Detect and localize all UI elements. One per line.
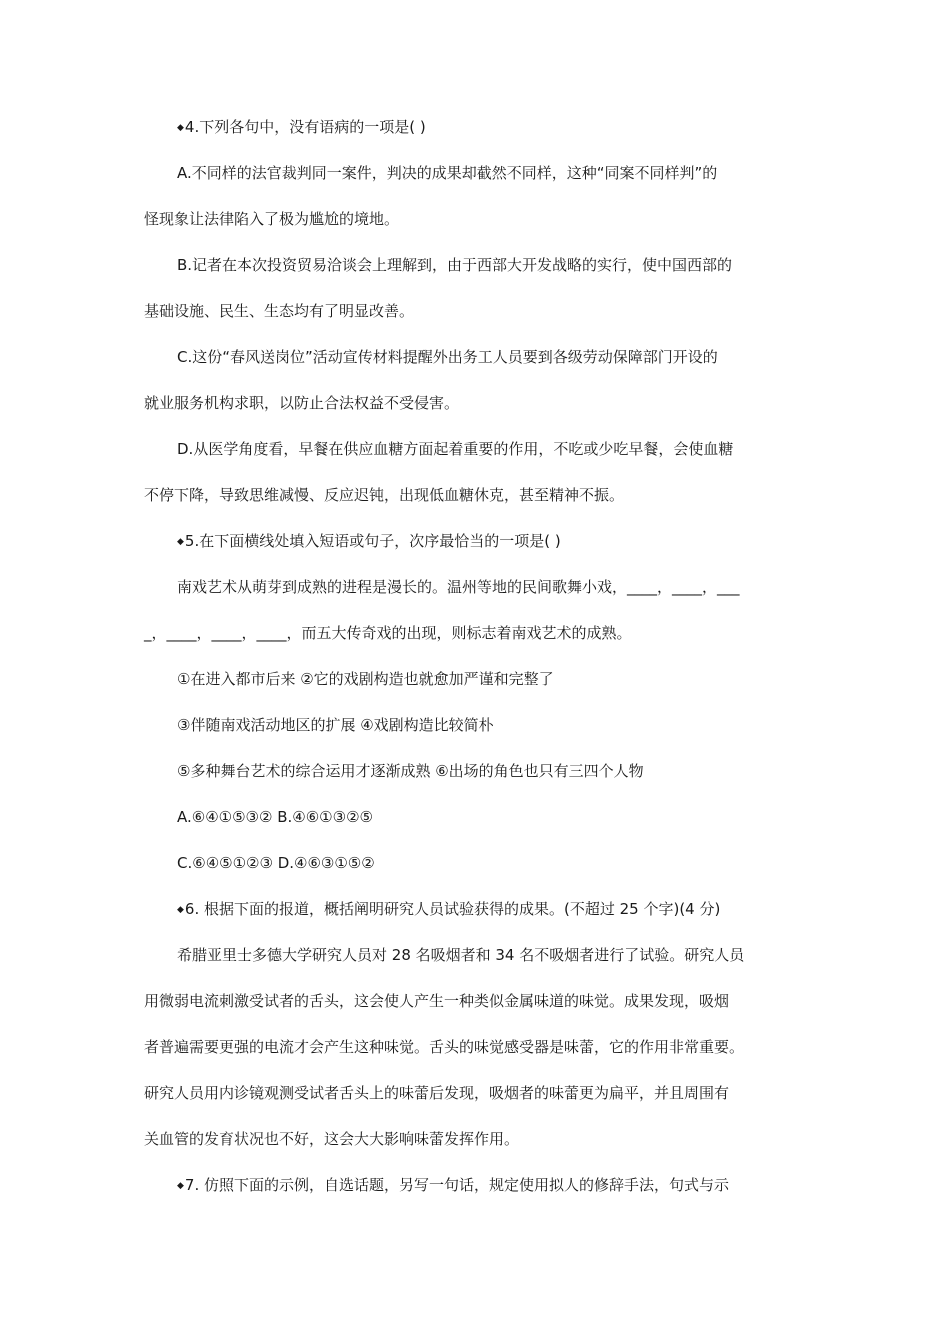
question-4-option-b-line-2: 基础设施、民生、生态均有了明显改善。 [144,302,415,320]
question-6-passage-line-1: 希腊亚里士多德大学研究人员对 28 名吸烟者和 34 名不吸烟者进行了试验。研究人员 [177,946,745,964]
question-5-options-a-b: A.⑥④①⑤③② B.④⑥①③②⑤ [177,808,373,826]
question-4-option-d-line-1: D.从医学角度看，早餐在供应血糖方面起着重要的作用，不吃或少吃早餐，会使血糖 [177,440,734,458]
question-6-passage-line-4: 研究人员用内诊镜观测受试者舌头上的味蕾后发现，吸烟者的味蕾更为扁平，并且周围有 [144,1084,730,1102]
question-4-option-b-line-1: B.记者在本次投资贸易洽谈会上理解到，由于西部大开发战略的实行，使中国西部的 [177,256,733,274]
question-5-items-1-2: ①在进入都市后来 ②它的戏剧构造也就愈加严谨和完整了 [177,670,554,688]
question-5-options-c-d: C.⑥④⑤①②③ D.④⑥③①⑤② [177,854,375,872]
bullet-icon: ◆ [177,537,184,547]
question-4-option-d-line-2: 不停下降，导致思维减慢、反应迟钝，出现低血糖休克，甚至精神不振。 [144,486,625,504]
bullet-icon: ◆ [177,123,184,133]
question-4-option-c-line-1: C.这份“春风送岗位”活动宣传材料提醒外出务工人员要到各级劳动保障部门开设的 [177,348,718,366]
question-5-title: ◆5.在下面横线处填入短语或句子，次序最恰当的一项是( ) [177,532,561,550]
question-7-title: ◆7. 仿照下面的示例，自选话题，另写一句话，规定使用拟人的修辞手法，句式与示 [177,1176,730,1194]
bullet-icon: ◆ [177,1181,184,1191]
question-5-passage-line-1: 南戏艺术从萌芽到成熟的进程是漫长的。温州等地的民间歌舞小戏，____，____，___ [177,578,740,596]
question-4-title: ◆4.下列各句中，没有语病的一项是( ) [177,118,426,136]
bullet-icon: ◆ [177,905,184,915]
question-4-option-a-line-1: A.不同样的法官裁判同一案件，判决的成果却截然不同样，这种“同案不同样判”的 [177,164,718,182]
question-5-items-3-4: ③伴随南戏活动地区的扩展 ④戏剧构造比较简朴 [177,716,494,734]
question-6-passage-line-2: 用微弱电流刺激受试者的舌头，这会使人产生一种类似金属味道的味觉。成果发现，吸烟 [144,992,730,1010]
question-6-passage-line-5: 关血管的发育状况也不好，这会大大影响味蕾发挥作用。 [144,1130,520,1148]
question-5-items-5-6: ⑤多种舞台艺术的综合运用才逐渐成熟 ⑥出场的角色也只有三四个人物 [177,762,644,780]
question-4-option-a-line-2: 怪现象让法律陷入了极为尴尬的境地。 [144,210,400,228]
question-4-option-c-line-2: 就业服务机构求职，以防止合法权益不受侵害。 [144,394,460,412]
question-6-title: ◆6. 根据下面的报道，概括阐明研究人员试验获得的成果。(不超过 25 个字)(4 分) [177,900,721,918]
question-5-passage-line-2: _，____，____，____，而五大传奇戏的出现，则标志着南戏艺术的成熟。 [144,624,632,642]
question-6-passage-line-3: 者普遍需要更强的电流才会产生这种味觉。舌头的味觉感受器是味蕾，它的作用非常重要。 [144,1038,745,1056]
